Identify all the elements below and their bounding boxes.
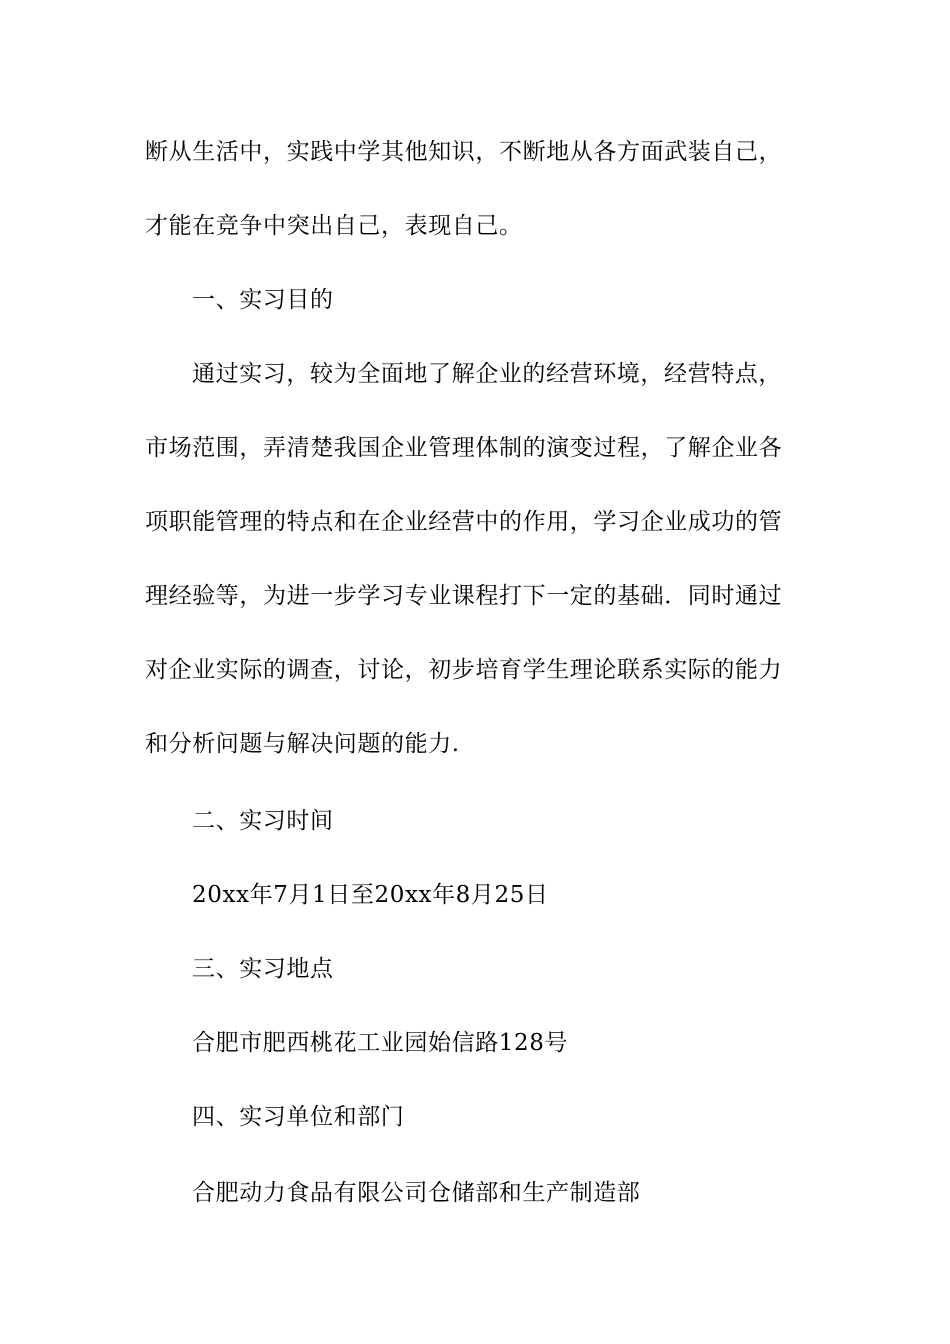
- paragraph-first-line: 通过实习，较为全面地了解企业的经营环境，经营特点，: [192, 361, 782, 387]
- paragraph-line: 和分析问题与解决问题的能力.: [145, 731, 460, 757]
- paragraph-line: 对企业实际的调查，讨论，初步培育学生理论联系实际的能力: [145, 657, 783, 683]
- internship-dates: 20xx年7月1日至20xx年8月25日: [192, 882, 549, 908]
- internship-unit: 合肥动力食品有限公司仓储部和生产制造部: [192, 1180, 641, 1206]
- paragraph-continuation-line: 才能在竞争中突出自己，表现自己。: [145, 213, 523, 239]
- internship-address: 合肥市肥西桃花工业园始信路128号: [192, 1030, 569, 1056]
- section-heading-unit: 四、实习单位和部门: [192, 1104, 405, 1130]
- section-heading-time: 二、实习时间: [192, 808, 334, 834]
- section-heading-location: 三、实习地点: [192, 956, 334, 982]
- paragraph-line: 项职能管理的特点和在企业经营中的作用，学习企业成功的管: [145, 509, 783, 535]
- section-heading-purpose: 一、实习目的: [192, 287, 334, 313]
- paragraph-line: 理经验等，为进一步学习专业课程打下一定的基础．同时通过: [145, 583, 783, 609]
- paragraph-line: 市场范围，弄清楚我国企业管理体制的演变过程，了解企业各: [145, 435, 783, 461]
- paragraph-continuation-line: 断从生活中，实践中学其他知识，不断地从各方面武装自己，: [145, 139, 783, 165]
